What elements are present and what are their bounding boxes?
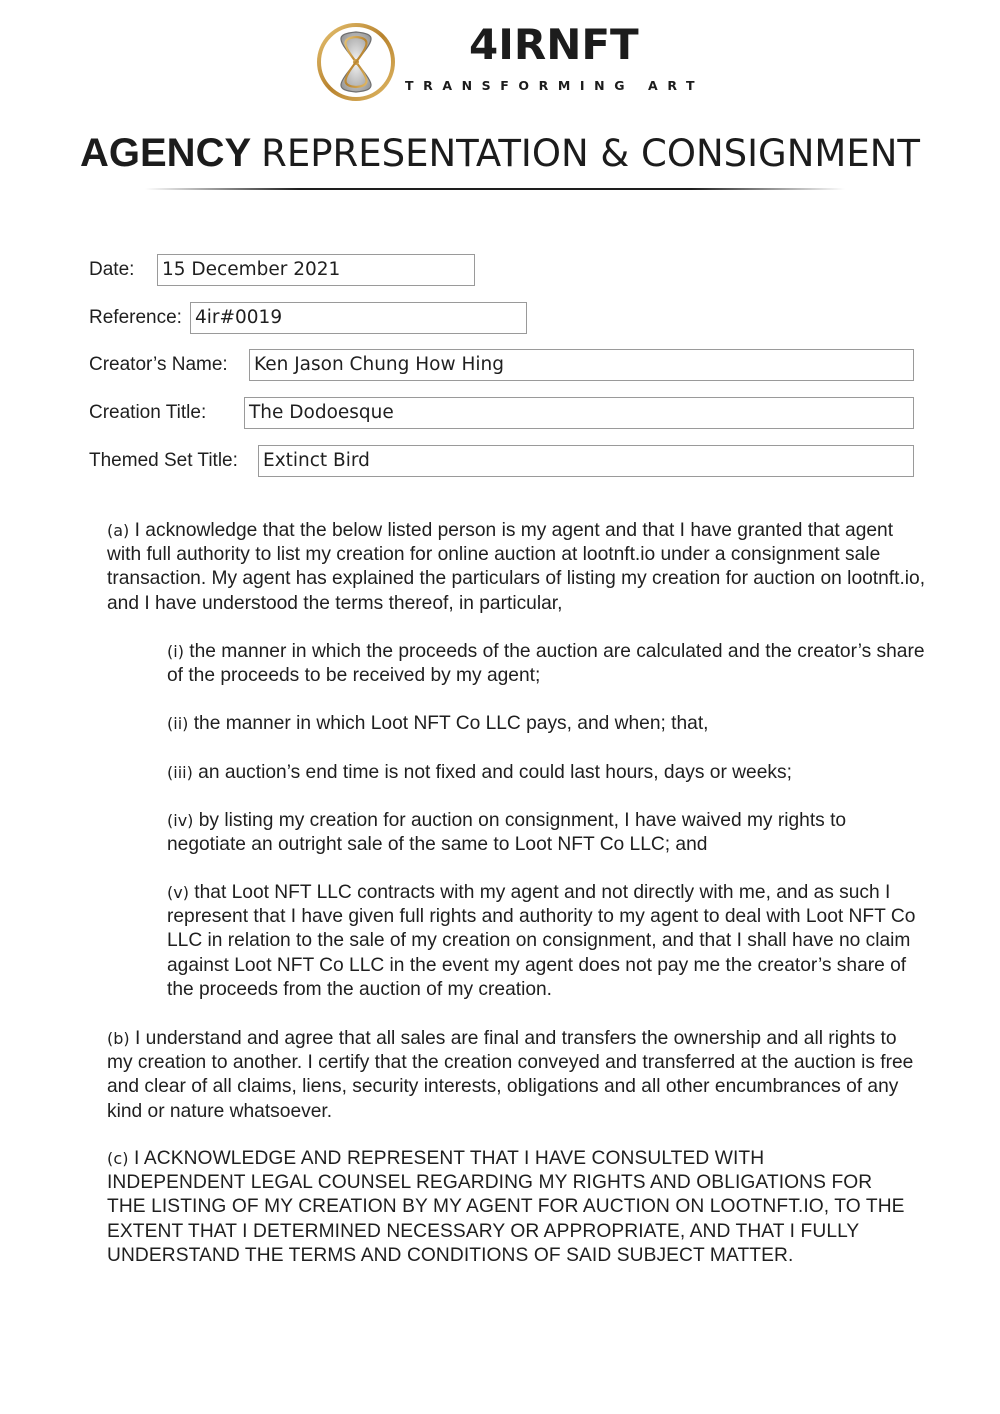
reference-value: 4ir#0019 (195, 307, 283, 328)
item-iv-marker: (iv) (167, 811, 194, 830)
item-ii-text: the manner in which Loot NFT Co LLC pays, and when; that, (193, 713, 709, 734)
item-iii-text: an auction’s end time is not fixed and could last hours, days or weeks; (198, 762, 792, 783)
clause-b-marker: (b) (107, 1029, 130, 1048)
creation-title-label: Creation Title: (89, 402, 207, 423)
reference-label: Reference: (89, 307, 182, 328)
creator-name-value: Ken Jason Chung How Hing (254, 354, 505, 375)
item-v-marker: (v) (167, 883, 189, 902)
creation-title-value: The Dodoesque (249, 402, 394, 423)
document-title-bold: AGENCY (80, 131, 252, 175)
clause-a-item-iii (167, 761, 927, 785)
brand-tagline: TRANSFORMING ART (405, 78, 705, 93)
item-i-text: the manner in which the proceeds of the auction are calculated and the creator’s share of the proceeds to be received by my agent; (167, 641, 925, 687)
clause-a-item-iv (167, 809, 927, 857)
creator-name-field[interactable] (249, 349, 914, 381)
date-label: Date: (89, 259, 135, 280)
item-i-marker: (i) (167, 642, 184, 661)
clause-a-item-i (167, 640, 927, 688)
item-iii-marker: (iii) (167, 763, 193, 782)
clause-a-marker: (a) (107, 521, 130, 540)
brand-name: 4IRNFT (469, 20, 639, 69)
clause-a-item-v (167, 881, 927, 1002)
clause-b-text: I understand and agree that all sales are final and transfers the ownership and all rights to my creation to another. I certify that the creation conveyed and transferred at the auction is free and clear of all claims, liens, security interests, obligations and all other encumbrances of any kind or nature whatsoever. (107, 1028, 914, 1122)
clause-a-item-ii (167, 712, 927, 736)
clause-c (107, 1147, 907, 1268)
document-title-rest: REPRESENTATION & CONSIGNMENT (261, 132, 920, 175)
creator-name-label: Creator’s Name: (89, 354, 228, 375)
item-ii-marker: (ii) (167, 714, 189, 733)
document-title (0, 133, 1000, 173)
clause-a (107, 519, 927, 616)
reference-field[interactable] (190, 302, 527, 334)
date-field[interactable] (157, 254, 475, 286)
date-value: 15 December 2021 (162, 259, 341, 280)
clause-a-text: I acknowledge that the below listed person is my agent and that I have granted that agent with full authority to list my creation for online auction at lootnft.io under a consignment sale transaction. My agent has explained the particulars of listing my creation for auction on lootnft.io, and I have understood the terms thereof, in particular, (107, 520, 926, 614)
item-iv-text: by listing my creation for auction on consignment, I have waived my rights to negotiate an outright sale of the same to Loot NFT Co LLC; and (167, 810, 847, 856)
themed-set-title-field[interactable] (258, 445, 914, 477)
item-v-text: that Loot NFT LLC contracts with my agent and not directly with me, and as such I represent that I have given full rights and authority to my agent to deal with Loot NFT Co LLC in relation to the sale of my creation on consignment, and that I shall have no claim against Loot NFT Co LLC in the event my agent does not pay me the creator’s share of the proceeds from the auction of my creation. (167, 882, 916, 1000)
themed-set-title-value: Extinct Bird (263, 450, 370, 471)
clause-b (107, 1027, 927, 1124)
clause-c-text: I ACKNOWLEDGE AND REPRESENT THAT I HAVE CONSULTED WITH INDEPENDENT LEGAL COUNSEL REGARDING MY RIGHTS AND OBLIGATIONS FOR THE LISTING OF MY CREATION BY MY AGENT FOR AUCTION ON LOOTNFT.IO, TO THE EXTENT THAT I DETERMINED NECESSARY OR APPROPRIATE, AND THAT I FULLY UNDERSTAND THE TERMS AND CONDITIONS OF SAID SUBJECT MATTER. (107, 1148, 905, 1266)
creation-title-field[interactable] (244, 397, 914, 429)
themed-set-title-label: Themed Set Title: (89, 450, 238, 471)
title-divider (145, 188, 845, 190)
infinity-knot-logo-icon (316, 22, 396, 102)
clause-c-marker: (c) (107, 1149, 129, 1168)
